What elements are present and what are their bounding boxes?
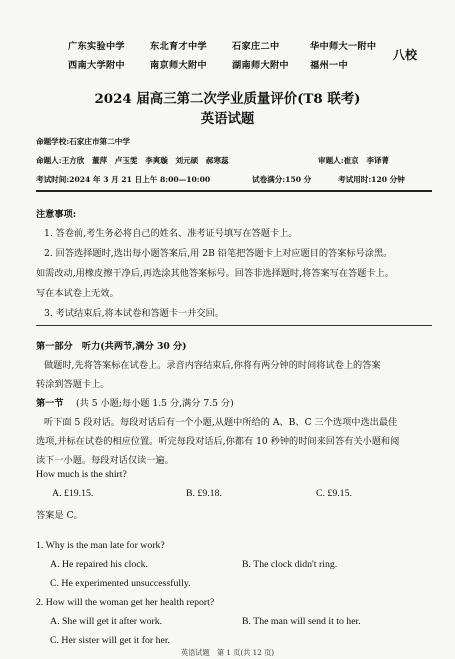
note-item-continued: 写在本试卷上无效。 bbox=[36, 288, 119, 299]
example-option-b: B. £9.18. bbox=[186, 488, 222, 499]
school-name: 华中师大一附中 bbox=[310, 41, 377, 52]
note-item: 3. 考试结束后,将本试卷和答题卡一并交回。 bbox=[44, 308, 224, 319]
exam-time: 考试时间:2024 年 3 月 21 日上午 8:00—10:00 bbox=[36, 175, 211, 184]
example-option-c: C. £9.15. bbox=[316, 488, 352, 499]
school-name: 湖南师大附中 bbox=[232, 60, 289, 71]
exam-title: 2024 届高三第二次学业质量评价(T8 联考) bbox=[94, 91, 361, 107]
school-name: 广东实验中学 bbox=[68, 41, 125, 52]
question-option-c: C. He experimented unsuccessfully. bbox=[50, 578, 191, 589]
school-name: 东北育才中学 bbox=[150, 41, 207, 52]
question-option-a: A. He repaired his clock. bbox=[50, 559, 148, 570]
section-instructions: 选项,并标在试卷的相应位置。听完每段对话后,你都有 10 秒钟的时间来回答有关小题和阅 bbox=[36, 436, 400, 447]
section-heading-detail: (共 5 小题;每小题 1.5 分,满分 7.5 分) bbox=[76, 398, 234, 409]
section-instructions: 读下一小题。每段对话仅读一遍。 bbox=[36, 455, 174, 466]
note-item: 1. 答卷前,考生务必将自己的姓名、准考证号填写在答题卡上。 bbox=[44, 228, 298, 239]
author-school: 命题学校:石家庄市第二中学 bbox=[36, 137, 130, 146]
notes-heading: 注意事项: bbox=[36, 209, 77, 220]
question-option-b: B. The man will send it to her. bbox=[242, 616, 361, 627]
section-divider bbox=[36, 325, 432, 326]
note-item: 2. 回答选择题时,选出每小题答案后,用 2B 铅笔把答题卡上对应题目的答案标号涂黑。 bbox=[44, 248, 393, 259]
note-item-continued: 如需改动,用橡皮擦干净后,再选涂其他答案标号。回答非选择题时,将答案写在答题卡上。 bbox=[36, 268, 394, 279]
reviewers: 审题人:崔京 李译菁 bbox=[318, 156, 390, 165]
school-name: 南京师大附中 bbox=[150, 60, 207, 71]
section-instructions: 听下面 5 段对话。每段对话后有一个小题,从题中所给的 A、B、C 三个选项中选出最佳 bbox=[44, 417, 398, 428]
part-heading: 第一部分 听力(共两节,满分 30 分) bbox=[36, 341, 187, 352]
question-option-a: A. She will get it after work. bbox=[50, 616, 163, 627]
example-question: How much is the shirt? bbox=[36, 469, 127, 480]
question-stem: 1. Why is the man late for work? bbox=[36, 540, 165, 551]
question-option-c: C. Her sister will get it for her. bbox=[50, 635, 170, 646]
exam-duration: 考试用时:120 分钟 bbox=[338, 175, 405, 184]
header-divider bbox=[36, 190, 432, 192]
authors: 命题人:王方欣 董萍 卢玉雯 李爽璇 刘元硕 郝寒蕊 bbox=[36, 156, 229, 165]
question-stem: 2. How will the woman get her health report? bbox=[36, 597, 215, 608]
example-option-a: A. £19.15. bbox=[52, 488, 94, 499]
exam-subtitle: 英语试题 bbox=[200, 111, 255, 127]
school-group-label: 八校 bbox=[393, 48, 418, 62]
question-option-b: B. The clock didn't ring. bbox=[242, 559, 338, 570]
part-instructions: 做题时,先将答案标在试卷上。录音内容结束后,你将有两分钟的时间将试卷上的答案 bbox=[44, 360, 381, 371]
school-name: 西南大学附中 bbox=[68, 60, 125, 71]
full-score: 试卷满分:150 分 bbox=[252, 175, 312, 184]
school-name: 福州一中 bbox=[310, 60, 348, 71]
part-instructions-continued: 转涂到答题卡上。 bbox=[36, 379, 110, 390]
section-heading: 第一节 bbox=[36, 398, 64, 409]
school-name: 石家庄二中 bbox=[232, 41, 280, 52]
page-footer: 英语试题 第 1 页(共 12 页) bbox=[180, 648, 275, 657]
example-answer: 答案是 C。 bbox=[36, 510, 83, 521]
